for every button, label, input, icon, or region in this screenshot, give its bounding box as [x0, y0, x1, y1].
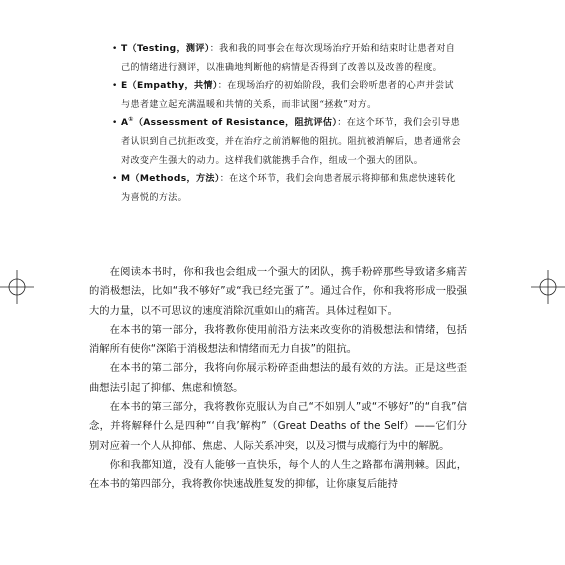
paragraph-part-two: 在本书的第二部分，我将向你展示粉碎歪曲想法的最有效的方法。正是这些歪曲想法引起了抑郁、焦虑和愤怒。	[89, 362, 467, 394]
list-item-text: ：在现场治疗的初始阶段，我们会聆听患者的心声并尝试与患者建立起充满温暖和共情的关系，而非试图“拯救”对方。	[121, 81, 454, 110]
list-item-testing	[112, 40, 462, 77]
list-item-text: ：在这个环节，我们会引导患者认识到自己抗拒改变，并在治疗之前消解他的阻抗。阻抗被消解后，患者通常会对改变产生强大的动力。这样我们就能携手合作，组成一个强大的团队。	[121, 118, 461, 166]
list-item-heading-rest: （Assessment of Resistance，阻抗评估）	[133, 118, 338, 129]
registration-mark-left	[0, 270, 34, 304]
bullet-dot-icon: •	[112, 118, 118, 129]
list-item-heading-letter: A	[121, 118, 129, 129]
list-item-methods	[112, 170, 462, 207]
paragraph-part-one: 在本书的第一部分，我将教你使用前沿方法来改变你的消极想法和情绪，包括消解所有使你“深陷于消极想法和情绪而无力自拔”的阻抗。	[89, 323, 467, 356]
bullet-dot-icon: •	[112, 81, 118, 92]
list-item-empathy	[112, 77, 462, 114]
paragraph-part-three: 在本书的第三部分，我将教你克服认为自己“不如别人”或“不够好”的“自我”信念，并将解释什么是四种“‘自我’解构”（Great Deaths of the Self）——它们分别对应着一个人从抑郁、焦虑、人际关系冲突，以及习惯与成瘾行为中的解脱。	[89, 401, 467, 452]
list-item-heading	[121, 118, 337, 128]
list-item-heading: E（Empathy，共情）	[121, 81, 218, 92]
list-item-heading: T（Testing，测评）	[121, 44, 210, 54]
list-item-text: ：在这个环节，我们会向患者展示将抑郁和焦虑快速转化为喜悦的方法。	[121, 174, 456, 203]
registration-mark-right	[531, 270, 565, 304]
body-text	[89, 263, 467, 495]
paragraph-team: 在阅读本书时，你和我也会组成一个强大的团队，携手粉碎那些导致诸多痛苦的消极想法，比如“我不够好”或“我已经完蛋了”。通过合作，你和我将形成一股强大的力量，以不可思议的速度消除沉重如山的痛苦。具体过程如下。	[89, 266, 467, 317]
footnote-mark: ①	[128, 116, 134, 124]
bullet-dot-icon: •	[112, 44, 118, 54]
list-item-heading: M（Methods，方法）	[121, 174, 220, 185]
paragraph-part-four: 你和我都知道，没有人能够一直快乐，每个人的人生之路都布满荆棘。因此，在本书的第四部分，我将教你快速战胜复发的抑郁，让你康复后能持	[89, 458, 467, 491]
team-method-list	[112, 40, 462, 207]
list-item-assessment	[112, 114, 462, 170]
bullet-dot-icon: •	[112, 174, 118, 185]
list-item-text: ：我和我的同事会在每次现场治疗开始和结束时让患者对自己的情绪进行测评，以准确地判断他的病情是否得到了改善以及改善的程度。	[121, 44, 456, 73]
